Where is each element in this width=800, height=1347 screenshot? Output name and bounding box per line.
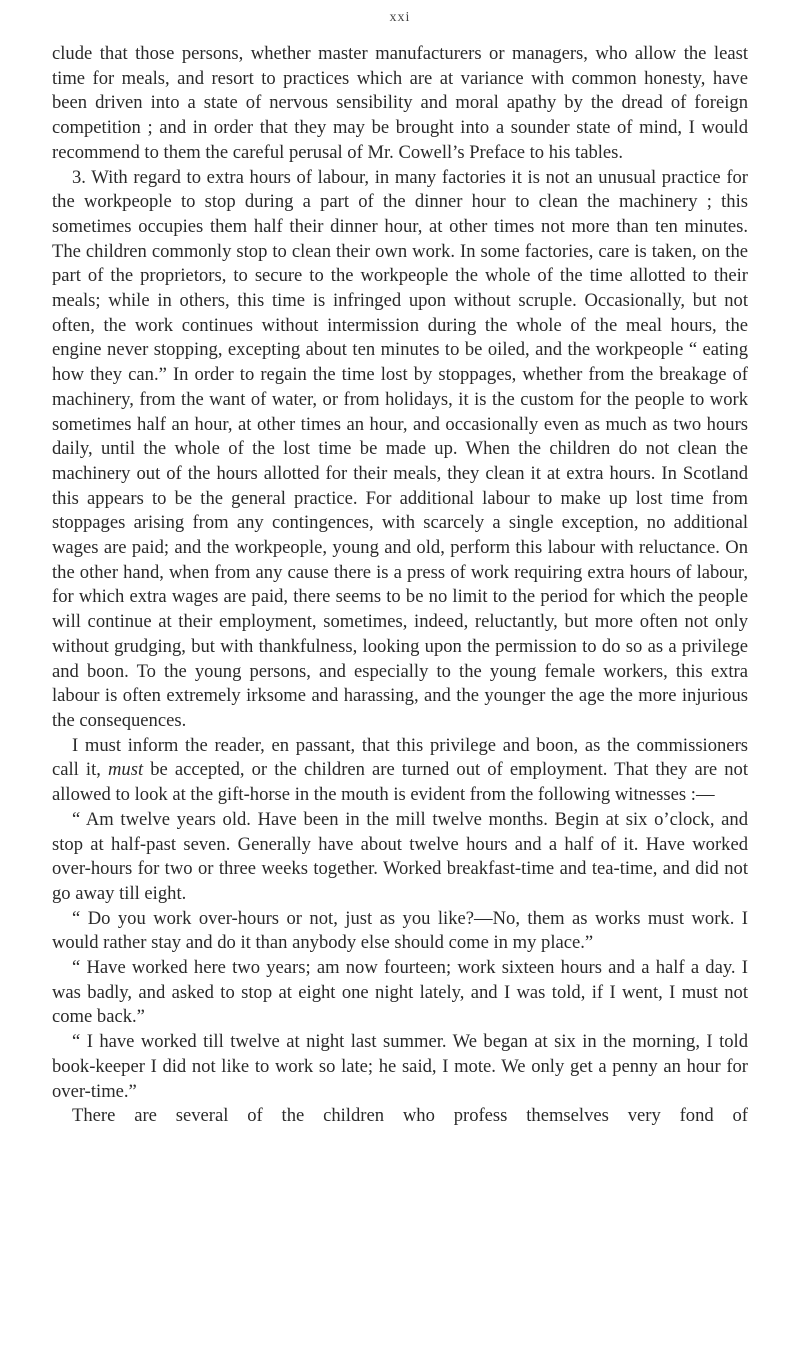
page-number: xxi	[389, 10, 411, 25]
paragraph-extra-hours: 3. With regard to extra hours of labour, in many factories it is not an unusual practice for the workpeople to stop during a part of the dinner hour to clean the machinery ; this sometimes occupies them half their dinner hour, at other times not more than ten minutes. The children commonly stop to clean their own work. In some factories, care is taken, on the part of the proprietors, to secure to the workpeople the whole of the time allotted to their meals; while in others, this time is infringed upon without scruple. Occasionally, but not often, the work continues without intermission during the whole of the meal hours, the engine never stopping, excepting about ten minutes to be oiled, and the workpeople “ eating how they can.” In order to regain the time lost by stoppages, whether from the breakage of machinery, from the want of water, or from holidays, it is the custom for the people to work sometimes half an hour, at other times an hour, and occasionally even as much as two hours daily, until the whole of the lost time be made up. When the children do not clean the machinery out of the hours allotted for their meals, they clean it at extra hours. In Scotland this appears to be the general practice. For additional labour to make up lost time from stoppages arising from any contingences, with scarcely a single exception, no additional wages are paid; and the workpeople, young and old, perform this labour with reluctance. On the other hand, when from any cause there is a press of work requiring extra hours of labour, for which extra wages are paid, there seems to be no limit to the period for which the people will continue at their employment, sometimes, indeed, reluctantly, but more often not only without grudging, but with thankfulness, looking upon the permission to do so as a privilege and boon. To the young persons, and especially to the young female workers, this extra labour is often extremely irksome and harassing, and the younger the age the more injurious the consequences.	[52, 166, 748, 731]
emphasis-must: must	[108, 759, 144, 781]
page-body	[52, 42, 748, 1129]
paragraph-continuation: clude that those persons, whether master manufacturers or managers, who allow the least time for meals, and resort to practices which are at variance with common honesty, have been driven into a state of nervous sensibility and moral apathy by the dread of foreign competition ; and in order that they may be brought into a sounder state of mind, I would recommend to them the careful perusal of Mr. Cowell’s Preface to his tables.	[52, 43, 748, 163]
witness-quote-2: “ Do you work over-hours or not, just as you like?—No, them as works must work. I would rather stay and do it than anybody else should come in my place.”	[52, 907, 748, 954]
paragraph-privilege-before: I must inform the reader, en passant, that this privilege and boon, as the commissioners call it,	[52, 734, 748, 781]
paragraph-closing: There are several of the children who profess themselves very fond of	[72, 1105, 748, 1127]
paragraph-privilege-after: be accepted, or the children are turned out of employment. That they are not allowed to look at the gift-horse in the mouth is evident from the following witnesses :—	[52, 759, 748, 806]
paragraph-privilege	[52, 734, 748, 808]
witness-quote-4: “ I have worked till twelve at night last summer. We began at six in the morning, I told book-keeper I did not like to work so late; he said, I mote. We only get a penny an hour for over-time.”	[52, 1031, 748, 1102]
witness-quote-1: “ Am twelve years old. Have been in the mill twelve months. Begin at six o’clock, and stop at half-past seven. Generally have about twelve hours and a half of it. Have worked over-hours for two or three weeks together. Worked breakfast-time and tea-time, and did not go away till eight.	[52, 808, 748, 904]
witness-quote-3: “ Have worked here two years; am now fourteen; work sixteen hours and a half a day. I was badly, and asked to stop at eight one night lately, and I was told, if I went, I must not come back.”	[52, 957, 748, 1028]
